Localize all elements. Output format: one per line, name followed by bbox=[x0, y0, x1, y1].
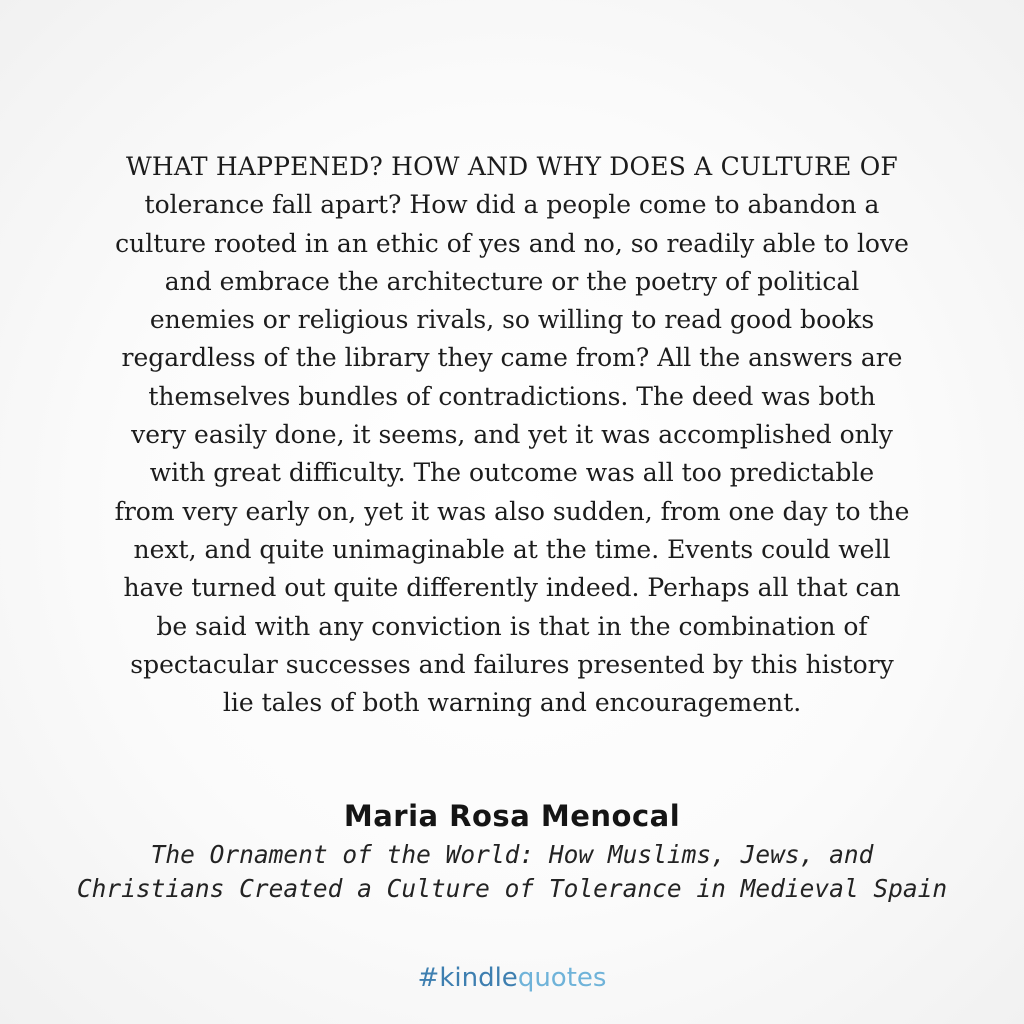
quote-line: WHAT HAPPENED? HOW AND WHY DOES A CULTURE OF bbox=[126, 152, 898, 181]
book-title-line: Christians Created a Culture of Tolerance in Medieval Spain bbox=[76, 874, 948, 903]
quote-line: and embrace the architecture or the poetry of political bbox=[164, 266, 860, 296]
quote-line: from very early on, yet it was also sudden, from one day to the bbox=[114, 496, 910, 526]
quote-line: regardless of the library they came from? All the answers are bbox=[121, 343, 903, 373]
quote-line: next, and quite unimaginable at the time. Events could well bbox=[133, 534, 891, 564]
quote-line: very easily done, it seems, and yet it was accomplished only bbox=[131, 420, 893, 450]
quote-line: spectacular successes and failures presented by this history bbox=[130, 649, 894, 679]
quote-text bbox=[60, 148, 964, 722]
quote-line: tolerance fall apart? How did a people come to abandon a bbox=[144, 190, 880, 220]
quote-line: be said with any conviction is that in the combination of bbox=[156, 611, 868, 641]
quote-line: enemies or religious rivals, so willing to read good books bbox=[149, 305, 875, 335]
quote-line: have turned out quite differently indeed. Perhaps all that can bbox=[123, 573, 901, 603]
book-title-line: The Ornament of the World: How Muslims, Jews, and bbox=[150, 840, 874, 869]
quote-line: themselves bundles of contradictions. The deed was both bbox=[148, 381, 876, 411]
hashtag-prefix: #kindle bbox=[417, 963, 518, 993]
quote-line: lie tales of both warning and encouragement. bbox=[222, 688, 802, 718]
book-title bbox=[40, 838, 984, 906]
hashtag-suffix: quotes bbox=[517, 963, 607, 993]
quote-line: culture rooted in an ethic of yes and no, so readily able to love bbox=[115, 228, 909, 258]
author-name: Maria Rosa Menocal bbox=[343, 799, 681, 833]
quote-line: with great difficulty. The outcome was all too predictable bbox=[149, 458, 875, 488]
kindle-quotes-hashtag bbox=[0, 958, 1024, 998]
